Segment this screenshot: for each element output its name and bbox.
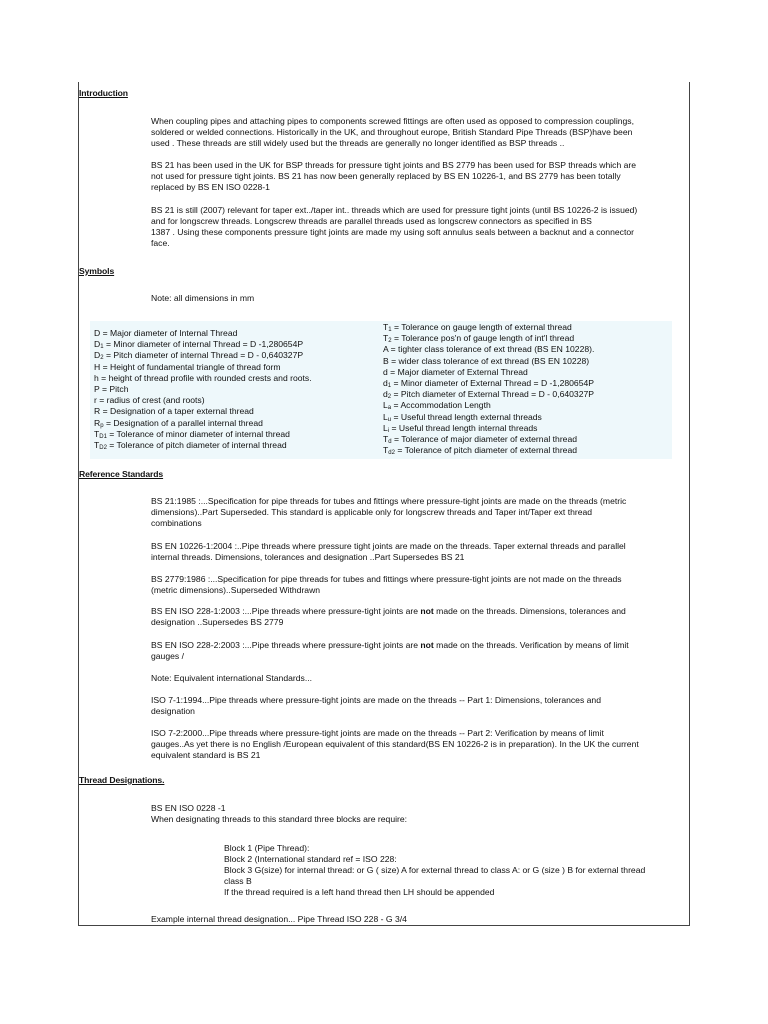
- ref-iso7-2: [151, 728, 686, 761]
- text-line: not used for pressure tight joints. BS 21 has now been generally replaced by BS EN 10226-1, and BS 2779 has been totally: [151, 171, 621, 181]
- symbol-line: $T_{D2}$ = Tolerance of pitch diameter of internal thread: [94, 440, 287, 452]
- text-line: designation ..Supersedes BS 2779: [151, 617, 284, 627]
- text-line: gauges..As yet there is no English /European equivalent of this standard(BS EN 10226-2 is in preparation). In the UK the current: [151, 739, 639, 749]
- text-line: If the thread required is a left hand thread then LH should be appended: [224, 887, 495, 897]
- text-line: soldered or welded connections. Historically in the UK, and throughout europe, British Standard Pipe Threads (BSP)have been: [151, 127, 633, 137]
- text-line: designation: [151, 706, 195, 716]
- text-line: BS EN 10226-1:2004 :..Pipe threads where pressure tight joints are made on the threads. Taper external threads and parallel: [151, 541, 626, 551]
- ref-note: [151, 673, 686, 684]
- intro-paragraph-1: [151, 116, 686, 149]
- text-line: ISO 7-2:2000...Pipe threads where pressure-tight joints are made on the threads -- Part 2: Verification by means of limit: [151, 728, 604, 738]
- text-line: gauges /: [151, 651, 184, 661]
- text-line: replaced by BS EN ISO 0228-1: [151, 182, 270, 192]
- designation-example: [151, 914, 686, 925]
- heading-symbols: Symbols: [79, 266, 115, 276]
- ref-iso228-2: [151, 640, 686, 662]
- symbol-line: $D_1$ = Minor diameter of internal Thread = D -1,280654P: [94, 339, 304, 351]
- symbol-line: $T_{d2}$ = Tolerance of pitch diameter of external thread: [383, 445, 578, 457]
- ref-bs2779: [151, 574, 686, 596]
- symbol-line: $d_2$ = Pitch diameter of External Thread = D - 0,640327P: [383, 389, 594, 401]
- text-line: BS EN ISO 228-1:2003 :...Pipe threads where pressure-tight joints are not made on the threads. Dimensions, tolerances and: [151, 606, 626, 616]
- symbol-line: $d_1$ = Minor diameter of External Thread = D -1,280654P: [383, 378, 594, 390]
- intro-paragraph-3: [151, 205, 686, 249]
- text-line: ISO 7-1:1994...Pipe threads where pressure-tight joints are made on the threads -- Part 1: Dimensions, tolerances and: [151, 695, 601, 705]
- text-line: and for longscrew threads. Longscrew threads are parallel threads used as longscrew connectors as specified in BS: [151, 216, 592, 226]
- text-line: Block 1 (Pipe Thread):: [224, 843, 310, 853]
- symbol-line: $T_2$ = Tolerance pos'n of gauge length of int'l thread: [383, 333, 575, 345]
- intro-paragraph-2: [151, 160, 686, 193]
- symbol-line: A = tighter class tolerance of ext thread (BS EN 10228).: [383, 344, 595, 355]
- text-line: face.: [151, 238, 170, 248]
- symbol-line: $D_2$ = Pitch diameter of internal Thread = D - 0,640327P: [94, 350, 304, 362]
- symbols-right-column: [383, 322, 594, 456]
- text-line: 1387 . Using these components pressure tight joints are made my using soft annulus seals between a backnut and a connector: [151, 227, 634, 237]
- text-line: Example internal thread designation... Pipe Thread ISO 228 - G 3/4: [151, 914, 407, 924]
- symbol-line: $L_a$ = Accommodation Length: [383, 400, 491, 412]
- symbol-line: d = Major diameter of External Thread: [383, 366, 528, 377]
- ref-bs21: [151, 496, 686, 529]
- symbol-line: $T_d$ = Tolerance of major diameter of external thread: [383, 434, 578, 446]
- ref-bsen10226: [151, 541, 686, 563]
- symbol-line: $T_1$ = Tolerance on gauge length of external thread: [383, 322, 572, 333]
- text-line: Block 3 G(size) for internal thread: or G ( size) A for external thread to class A: or G (size ) B for external thread: [224, 865, 646, 875]
- text-line: When coupling pipes and attaching pipes to components screwed fittings are often used as opposed to compression couplings,: [151, 116, 634, 126]
- text-line: internal threads. Dimensions, tolerances and designation ..Part Supersedes BS 21: [151, 552, 465, 562]
- symbol-line: r = radius of crest (and roots): [94, 395, 205, 406]
- text-line: Note: Equivalent international Standards...: [151, 673, 312, 683]
- heading-introduction: Introduction: [79, 88, 128, 98]
- designation-blocks: [224, 843, 687, 898]
- text-line: BS 21:1985 :...Specification for pipe threads for tubes and fittings where pressure-tight joints are made on the threads (metric: [151, 496, 627, 506]
- symbol-line: H = Height of fundamental triangle of thread form: [94, 361, 281, 372]
- symbols-note: [151, 293, 686, 304]
- text-line: BS 21 has been used in the UK for BSP threads for pressure tight joints and BS 2779 has been used for BSP threads which are: [151, 160, 637, 170]
- text-line: BS EN ISO 0228 -1: [151, 803, 226, 813]
- symbols-left-column: [94, 328, 312, 451]
- symbol-line: P = Pitch: [94, 384, 129, 395]
- text-line: Block 2 (International standard ref = ISO 228:: [224, 854, 397, 864]
- heading-thread-designations: Thread Designations.: [79, 775, 165, 785]
- text-line: BS 2779:1986 :...Specification for pipe threads for tubes and fittings where pressure-tight joints are not made on the threads: [151, 574, 622, 584]
- ref-iso228-1: [151, 606, 686, 628]
- symbol-line: B = wider class tolerance of ext thread (BS EN 10228): [383, 355, 590, 366]
- symbol-line: h = height of thread profile with rounded crests and roots.: [94, 372, 312, 383]
- text-line: BS 21 is still (2007) relevant for taper ext../taper int.. threads which are used for pressure tight joints (until BS 10226-2 is issued): [151, 205, 638, 215]
- symbol-line: $L_i$ = Useful thread length internal threads: [383, 422, 538, 434]
- text-line: dimensions)..Part Superseded. This standard is applicable only for longscrew threads and Taper int/Taper ext thread: [151, 507, 593, 517]
- symbol-line: $T_{D1}$ = Tolerance of minor diameter of internal thread: [94, 428, 290, 440]
- text-line: combinations: [151, 518, 202, 528]
- designation-intro: [151, 803, 686, 825]
- text-line: BS EN ISO 228-2:2003 :...Pipe threads where pressure-tight joints are not made on the threads. Verification by means of limit: [151, 640, 629, 650]
- symbol-line: $L_u$ = Useful thread length external threads: [383, 411, 542, 423]
- text-line: equivalent standard is BS 21: [151, 750, 261, 760]
- text-line: class B: [224, 876, 252, 886]
- text-line: (metric dimensions)..Superseded Withdrawn: [151, 585, 321, 595]
- heading-reference-standards: Reference Standards: [79, 469, 164, 479]
- text-line: Note: all dimensions in mm: [151, 293, 255, 303]
- ref-iso7-1: [151, 695, 686, 717]
- text-line: When designating threads to this standard three blocks are require:: [151, 814, 408, 824]
- symbol-line: D = Major diameter of Internal Thread: [94, 328, 238, 338]
- symbol-line: R = Designation of a taper external thread: [94, 406, 254, 417]
- text-line: used . These threads are still widely used but the threads are generally no longer identified as BSP threads ..: [151, 138, 565, 148]
- symbol-line: $R_p$ = Designation of a parallel internal thread: [94, 417, 263, 429]
